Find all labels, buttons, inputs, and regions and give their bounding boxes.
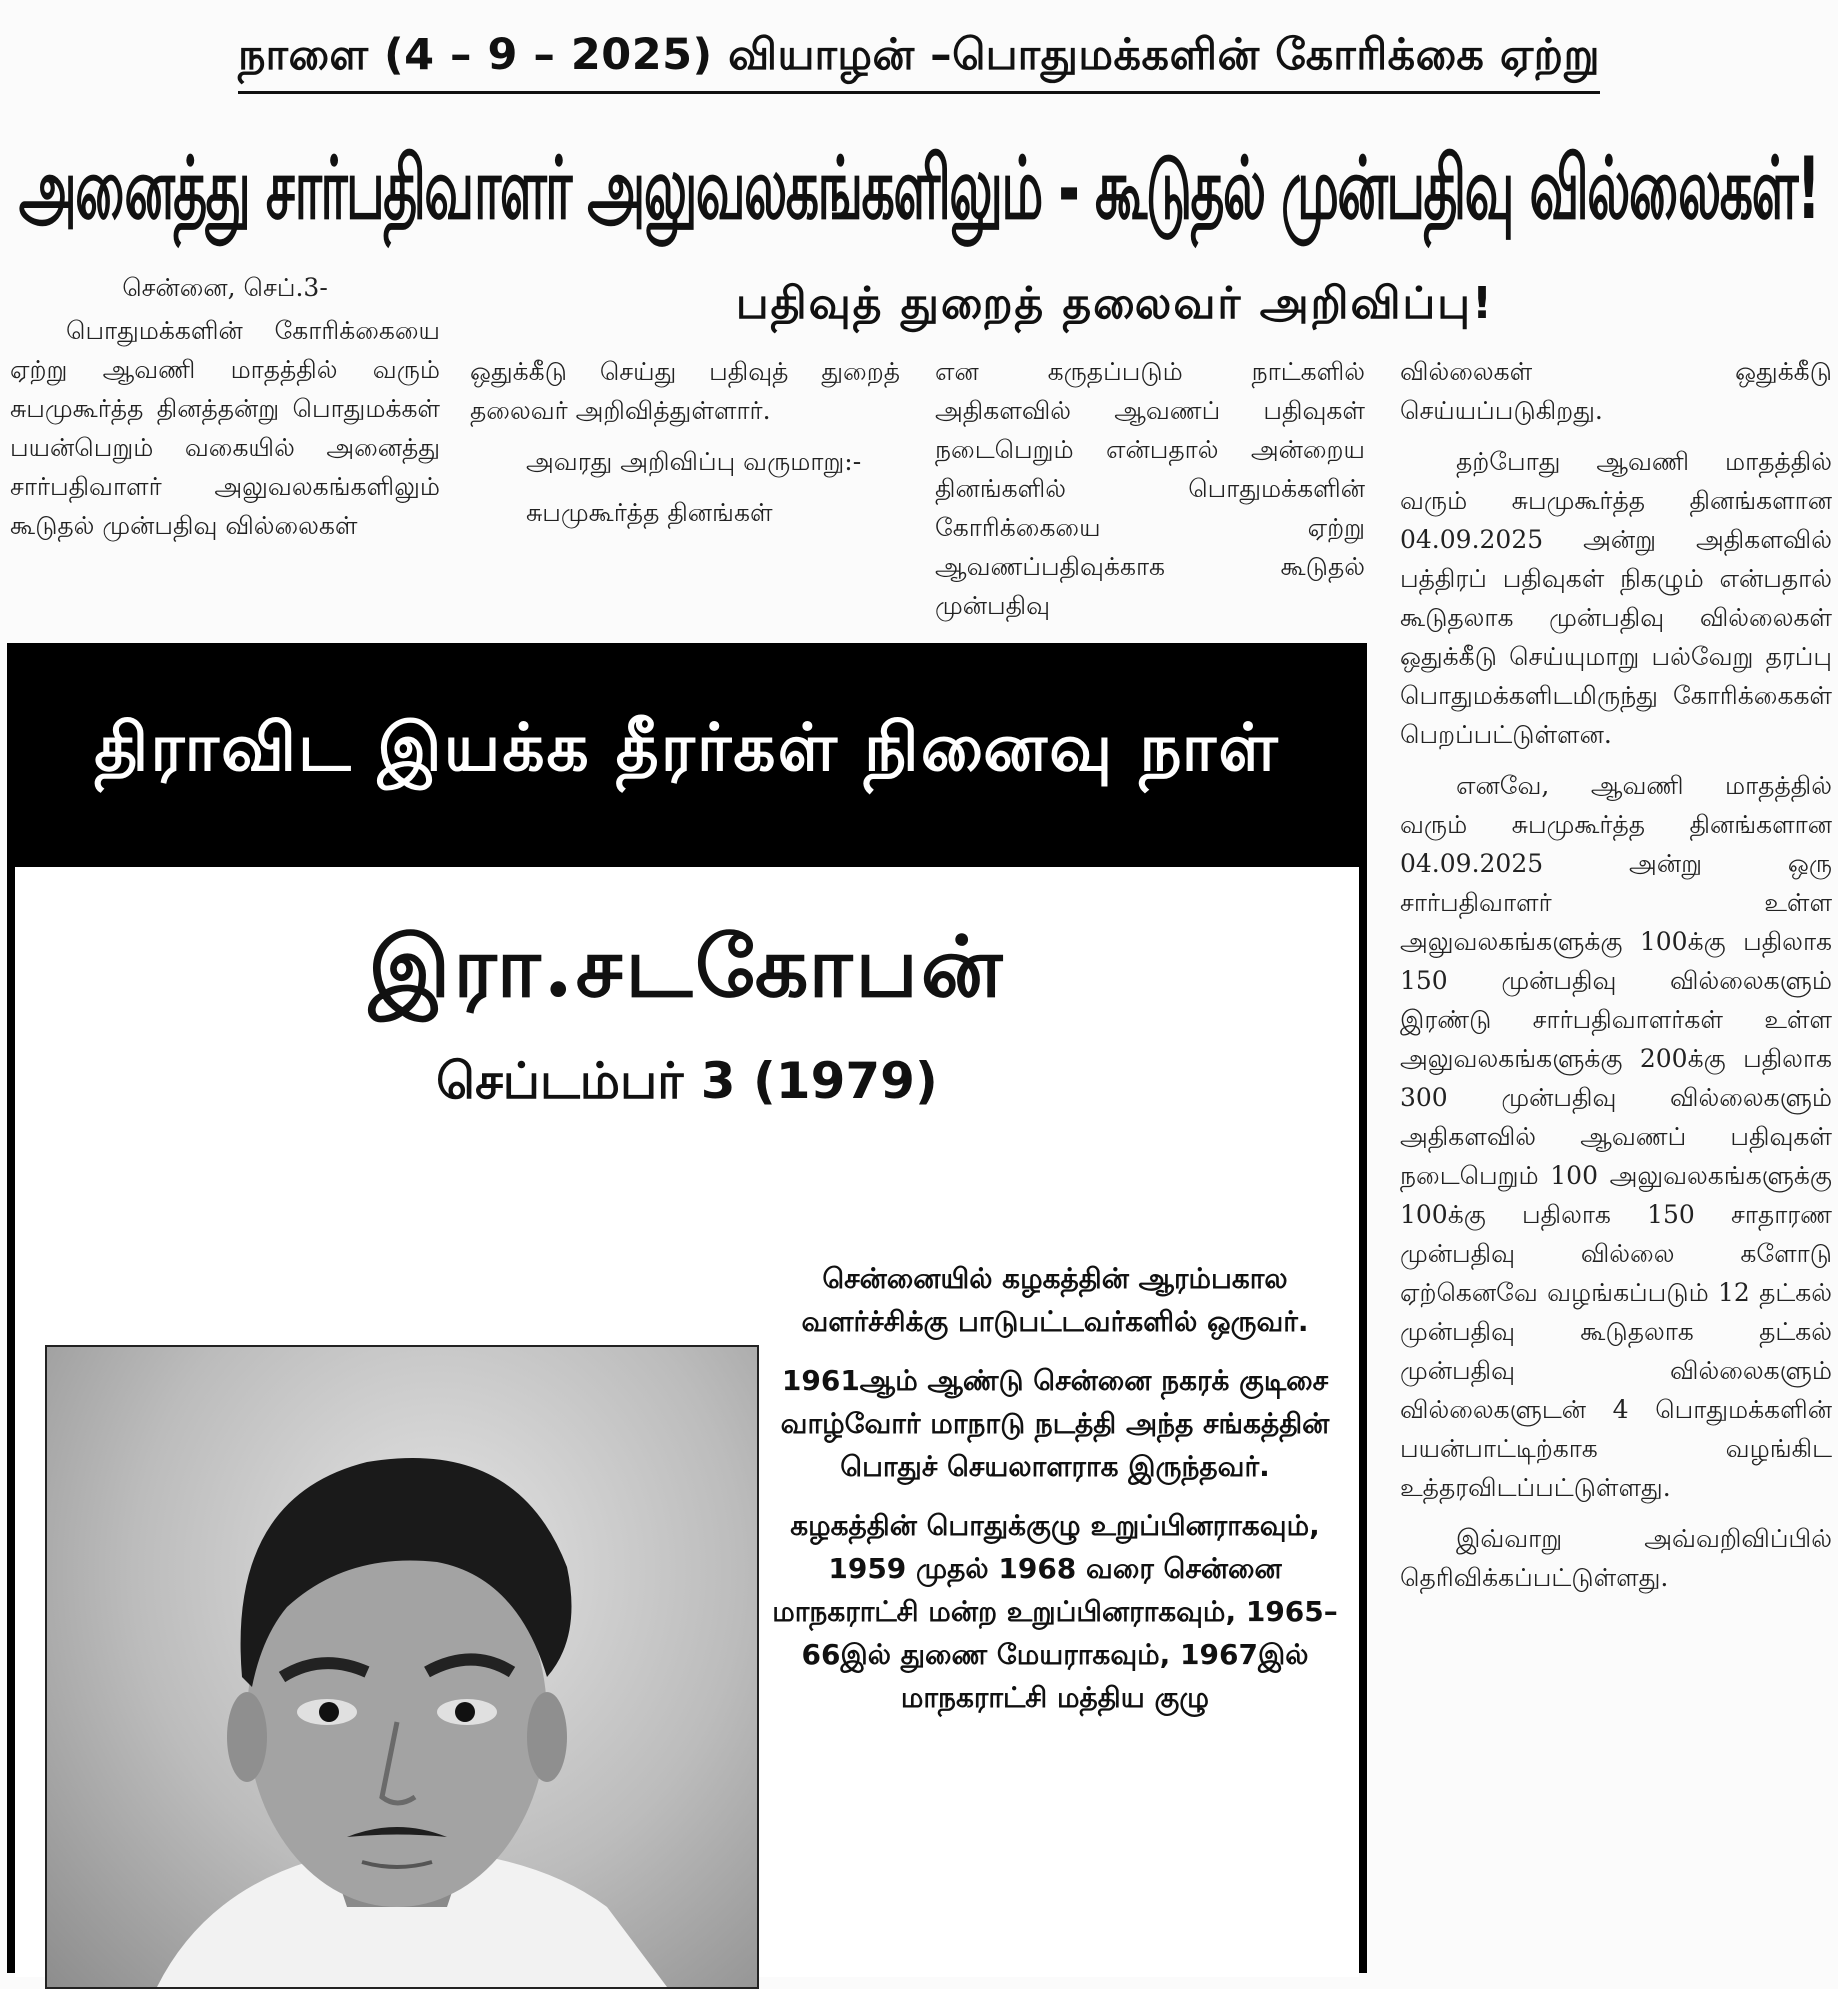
bio-paragraph: 1961ஆம் ஆண்டு சென்னை நகரக் குடிசை வாழ்வோர் மாநாடு நடத்தி அந்த சங்கத்தின் பொதுச் செயலாளராக இருந்தவர். [780, 1364, 1330, 1483]
headline-text: அனைத்து சார்பதிவாளர் அலுவலகங்களிலும் - கூடுதல் முன்பதிவு வில்லைகள்! [18, 140, 1820, 240]
memorial-body [15, 867, 1359, 1977]
bio-paragraph: கழகத்தின் பொதுக்குழு உறுப்பினராகவும், 1959 முதல் 1968 வரை சென்னை மாநகராட்சி மன்ற உறுப்பினராகவும், 1965–66இல் துணை மேயராகவும், 1967இல் மாநகராட்சி மத்திய குழு [772, 1509, 1338, 1714]
memorial-banner-text: திராவிட இயக்க தீரர்கள் நினைவு நாள் [94, 708, 1280, 786]
article-column-3 [935, 352, 1365, 638]
kicker-text: நாளை (4 – 9 – 2025) வியாழன் –பொதுமக்களின் கோரிக்கை ஏற்று [238, 30, 1600, 94]
article-paragraph: இவ்வாறு அவ்வறிவிப்பில் தெரிவிக்கப்பட்டுள்ளது. [1400, 1524, 1832, 1592]
dateline: சென்னை, செப்.3- [122, 273, 328, 302]
portrait-illustration [47, 1347, 757, 1987]
article-paragraph: சுபமுகூர்த்த தினங்கள் [526, 498, 773, 527]
kicker-line [0, 0, 1838, 110]
article-paragraph: வில்லைகள் ஒதுக்கீடு செய்யப்படுகிறது. [1400, 357, 1832, 425]
memorial-date: செப்டம்பர் 3 (1979) [436, 1052, 938, 1110]
article-paragraph: அவரது அறிவிப்பு வருமாறு:- [526, 447, 862, 476]
headline [0, 120, 1838, 260]
memorial-bio [770, 1257, 1340, 1977]
article-column-4 [1400, 352, 1832, 1952]
memorial-banner [7, 643, 1367, 860]
memorial-name: இரா.சடகோபன் [368, 917, 1006, 1016]
article-paragraph: எனவே, ஆவணி மாதத்தில் வரும் சுபமுகூர்த்த தினங்களான 04.09.2025 அன்று ஒரு சார்பதிவாளர் உள்ள அலுவலகங்களுக்கு 100க்கு பதிலாக 150 முன்பதிவு வில்லைகளும் இரண்டு சார்பதிவாளர்கள் உள்ள அலுவலகங்களுக்கு 200க்கு பதிலாக 300 முன்பதிவு வில்லைகளும் அதிகளவில் ஆவணப் பதிவுகள் நடைபெறும் 100 அலுவலகங்களுக்கு 100க்கு பதிலாக 150 சாதாரண முன்பதிவு வில்லை களோடு ஏற்கெனவே வழங்கப்படும் 12 தட்கல் முன்பதிவு கூடுதலாக தட்கல் முன்பதிவு வில்லைகளும் வில்லைகளுடன் 4 பொதுமக்களின் பயன்பாட்டிற்காக வழங்கிட உத்தரவிடப்பட்டுள்ளது. [1400, 771, 1832, 1502]
portrait-photo [45, 1345, 759, 1989]
article-paragraph: என கருதப்படும் நாட்களில் அதிகளவில் ஆவணப் பதிவுகள் நடைபெறும் என்பதால் அன்றைய தினங்களில் பொதுமக்களின் கோரிக்கையை ஏற்று ஆவணப்பதிவுக்காக கூடுதல் முன்பதிவு [935, 357, 1365, 620]
article-paragraph: தற்போது ஆவணி மாதத்தில் வரும் சுபமுகூர்த்த தினங்களான 04.09.2025 அன்று அதிகளவில் பத்திரப் பதிவுகள் நிகழும் என்பதால் கூடுதலாக முன்பதிவு வில்லைகள் ஒதுக்கீடு செய்யுமாறு பல்வேறு தரப்பு பொதுமக்களிடமிருந்து கோரிக்கைகள் பெறப்பட்டுள்ளன. [1400, 447, 1832, 749]
memorial-box [7, 643, 1367, 1973]
subheadline-text: பதிவுத் துறைத் தலைவர் அறிவிப்பு! [735, 278, 1495, 329]
subheadline [470, 278, 1760, 338]
article-column-2 [470, 352, 900, 638]
bio-paragraph: சென்னையில் கழகத்தின் ஆரம்பகால வளர்ச்சிக்கு பாடுபட்டவர்களில் ஒருவர். [801, 1262, 1309, 1338]
article-column-1 [10, 268, 440, 638]
article-paragraph: பொதுமக்களின் கோரிக்கையை ஏற்று ஆவணி மாதத்தில் வரும் சுபமுகூர்த்த தினத்தன்று பொதுமக்கள் பயன்பெறும் வகையில் அனைத்து சார்பதிவாளர் அலுவலகங்களிலும் கூடுதல் முன்பதிவு வில்லைகள் [10, 316, 440, 540]
article-paragraph: ஒதுக்கீடு செய்து பதிவுத் துறைத் தலைவர் அறிவித்துள்ளார். [470, 357, 900, 425]
